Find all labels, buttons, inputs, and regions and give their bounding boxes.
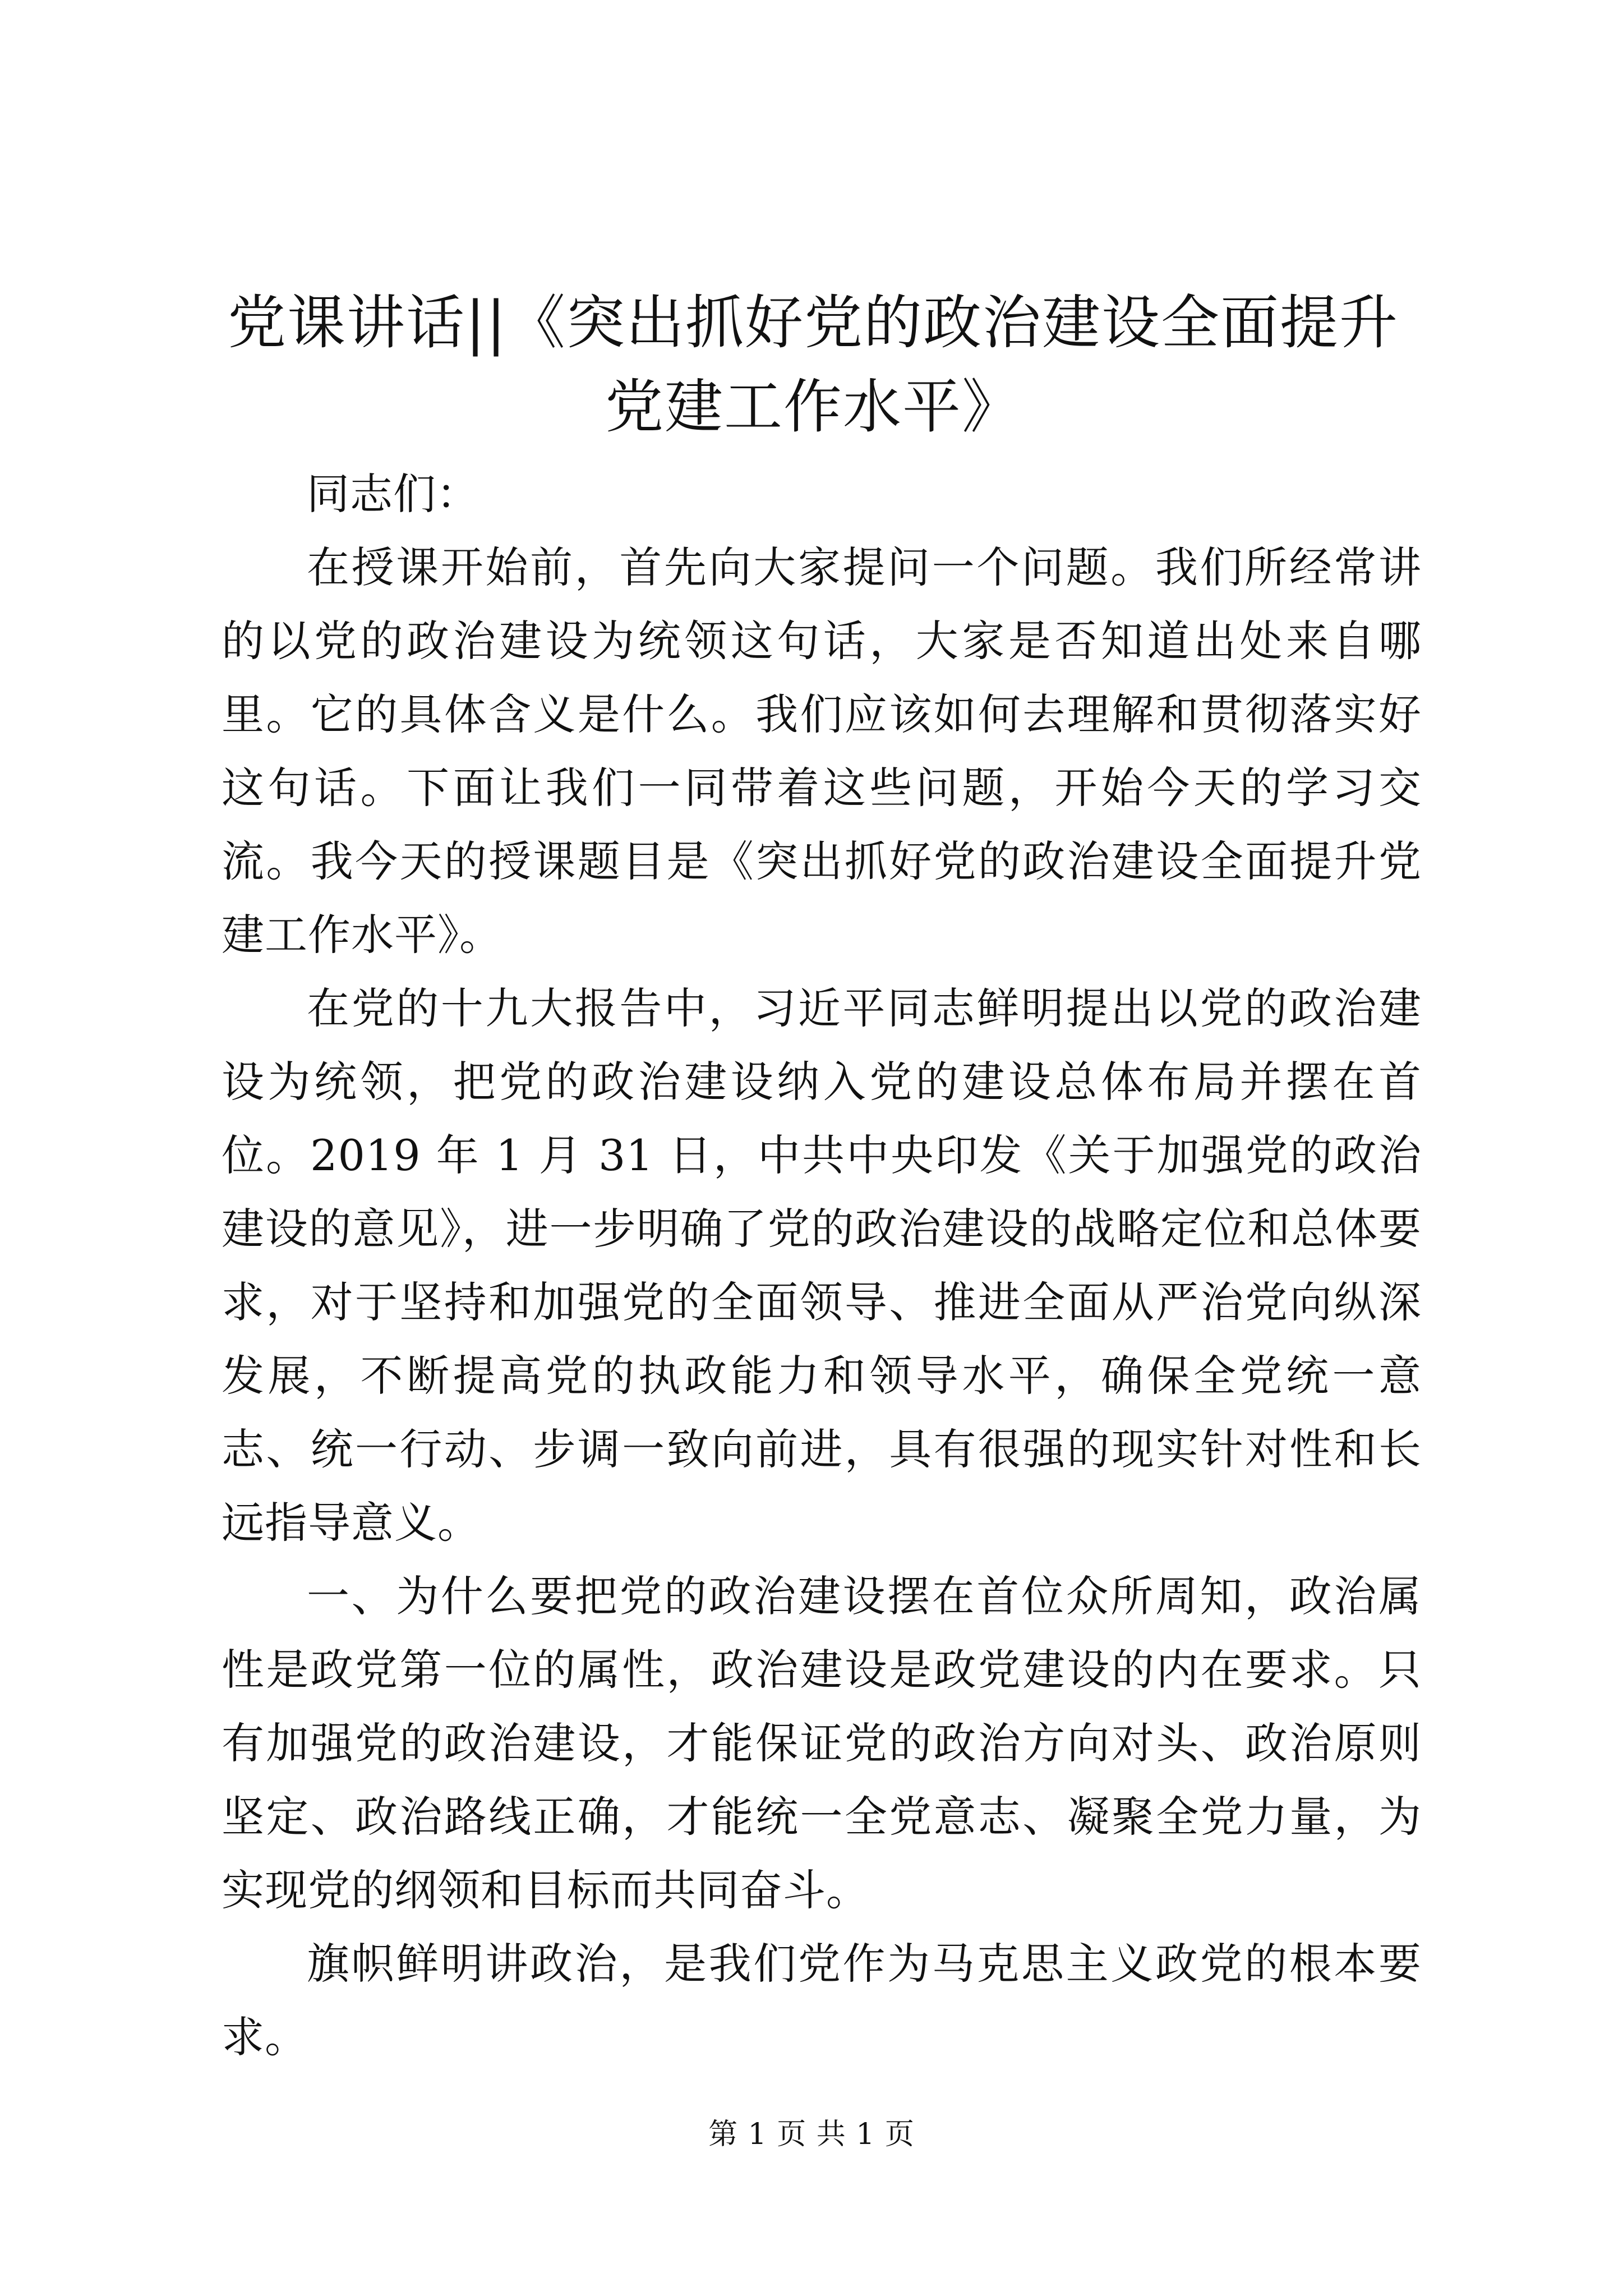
paragraph: 在授课开始前，首先向大家提问一个问题。我们所经常讲的以党的政治建设为统领这句话，大家是否知道出处来自哪里。它的具体含义是什么。我们应该如何去理解和贯彻落实好这句话。下面让我们一同带着这些问题，开始今天的学习交流。我今天的授课题目是《突出抓好党的政治建设全面提升党建工作水平》。 [222, 542, 1422, 960]
paragraph: 一、为什么要把党的政治建设摆在首位众所周知，政治属性是政党第一位的属性，政治建设是政党建设的内在要求。只有加强党的政治建设，才能保证党的政治方向对头、政治原则坚定、政治路线正确，才能统一全党意志、凝聚全党力量，为实现党的纲领和目标而共同奋斗。 [222, 1571, 1422, 1915]
page-footer [0, 2115, 1623, 2154]
page-number: 第 1 页 共 1 页 [708, 2118, 915, 2151]
salutation: 同志们： [307, 469, 479, 519]
document-body [222, 457, 1422, 2074]
document-title [213, 280, 1413, 449]
paragraph: 在党的十九大报告中，习近平同志鲜明提出以党的政治建设为统领，把党的政治建设纳入党的建设总体布局并摆在首位。2019 年 1 月 31 日，中共中央印发《关于加强党的政治建设的意见》，进一步明确了党的政治建设的战略定位和总体要求，对于坚持和加强党的全面领导、推进全面从严治党向纵深发展，不断提高党的执政能力和领导水平，确保全党统一意志、统一行动、步调一致向前进，具有很强的现实针对性和长远指导意义。 [222, 983, 1422, 1548]
title-line-1: 党课讲话||《突出抓好党的政治建设全面提升 [227, 288, 1399, 357]
paragraph: 旗帜鲜明讲政治，是我们党作为马克思主义政党的根本要求。 [222, 1939, 1422, 2062]
title-line-2: 党建工作水平》 [605, 372, 1021, 441]
